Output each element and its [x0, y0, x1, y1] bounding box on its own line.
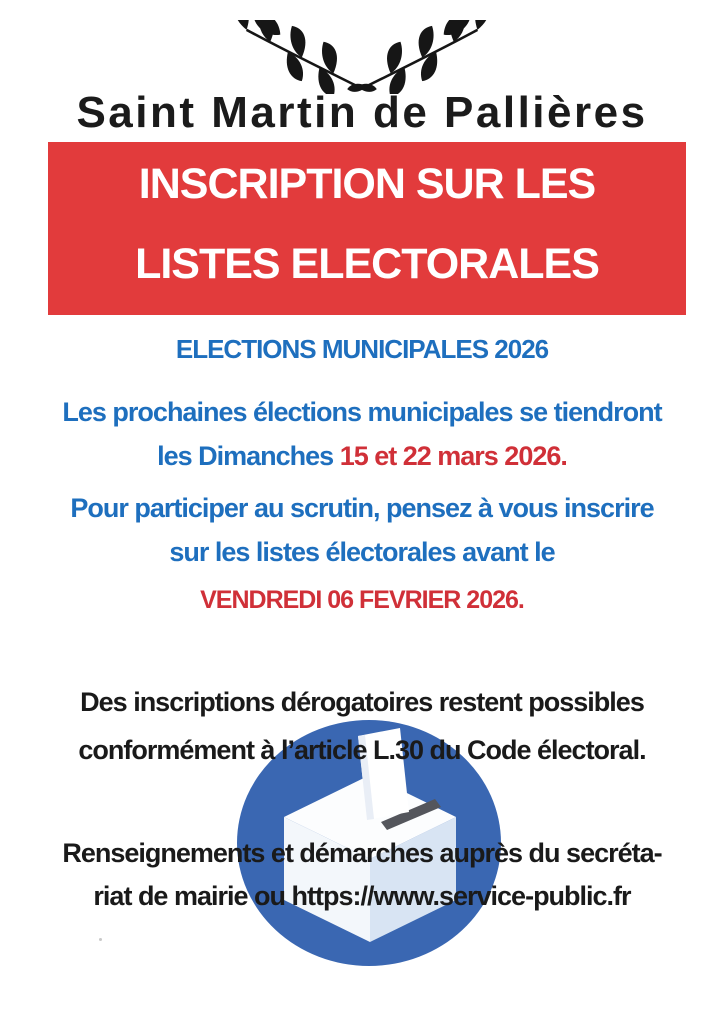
paragraph-register-call: [0, 486, 724, 574]
contact-info: [0, 832, 724, 918]
paragraph-register-call-line1: Pour participer au scrutin, pensez à vous inscrire: [70, 493, 654, 523]
derogation-note-line2: conformément à l’article L.30 du Code électoral.: [78, 735, 646, 765]
paragraph-election-dates-line1: Les prochaines élections municipales se tiendront: [62, 397, 662, 427]
paragraph-election-dates: [0, 390, 724, 478]
paragraph-register-call-line2: sur les listes électorales avant le: [169, 537, 555, 567]
contact-info-line1: Renseignements et démarches auprès du secréta-: [62, 838, 662, 868]
banner-line-1: INSCRIPTION SUR LES: [138, 160, 596, 208]
registration-deadline: VENDREDI 06 FEVRIER 2026.: [200, 586, 524, 614]
title-banner: [48, 142, 686, 315]
derogation-note: [0, 678, 724, 774]
election-dates-value: 15 et 22 mars 2026.: [339, 441, 567, 471]
elections-subtitle: ELECTIONS MUNICIPALES 2026: [175, 334, 549, 364]
contact-info-line2: riat de mairie ou: [93, 881, 292, 911]
paragraph-election-dates-line2: les Dimanches: [157, 441, 340, 471]
derogation-note-line1: Des inscriptions dérogatoires restent possibles: [80, 687, 644, 717]
banner-line-2: LISTES ELECTORALES: [135, 240, 599, 288]
scan-artifact-dot: [99, 938, 102, 941]
commune-name: Saint Martin de Pallières: [76, 88, 648, 137]
service-public-url: https://www.service-public.fr: [291, 881, 631, 911]
olive-branches-icon: [222, 20, 502, 94]
